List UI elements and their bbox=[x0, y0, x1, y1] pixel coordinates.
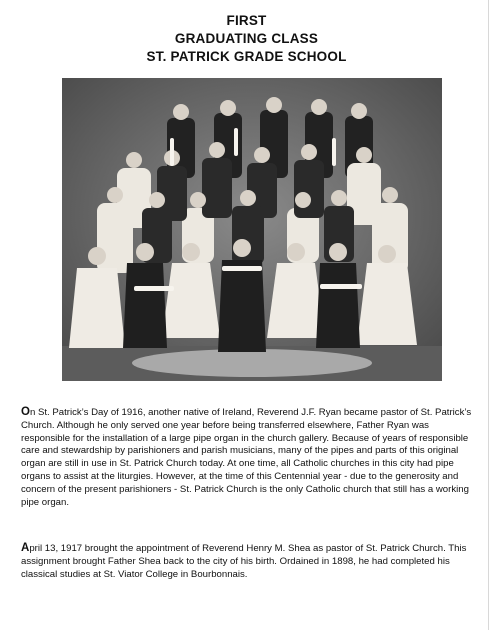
paragraph-1 bbox=[21, 406, 476, 509]
photograph-image bbox=[62, 78, 442, 381]
paragraph-1-text: n St. Patrick’s Day of 1916, another native of Ireland, Reverend J.F. Ryan became pastor of St. Patrick’s Church. Although he only served one year before being transferred elsewhere, Father Ryan was responsible for the installation of a large pipe organ in the church gallery. Because of years of responsible care and stewardship by parishioners and parish musicians, many of the pipes and parts of this original organ are still in use in St. Patrick Church today. At one time, all Catholic churches in this city had pipe organs to assist at the liturgies. However, at the time of this Centennial year - due to the generosity and concern of the present parishioners - St. Patrick Church is the only Catholic church that still has a working pipe organ. bbox=[21, 407, 472, 508]
paragraph-2-lead-letter: A bbox=[21, 542, 30, 554]
heading-line-1: FIRST bbox=[226, 13, 267, 28]
heading-line-3: ST. PATRICK GRADE SCHOOL bbox=[146, 49, 347, 64]
paragraph-1-lead-letter: O bbox=[21, 406, 30, 418]
page-edge-line bbox=[488, 0, 489, 630]
page-heading bbox=[0, 12, 493, 66]
heading-line-2: GRADUATING CLASS bbox=[174, 31, 319, 46]
paragraph-2 bbox=[21, 542, 476, 581]
class-photograph bbox=[62, 78, 442, 381]
paragraph-2-text: pril 13, 1917 brought the appointment of Reverend Henry M. Shea as pastor of St. Patrick Church. This assignment brought Father Shea back to the city of his birth. Ordained in 1898, he had completed his classical studies at St. Viator College in Bourbonnais. bbox=[21, 543, 467, 580]
